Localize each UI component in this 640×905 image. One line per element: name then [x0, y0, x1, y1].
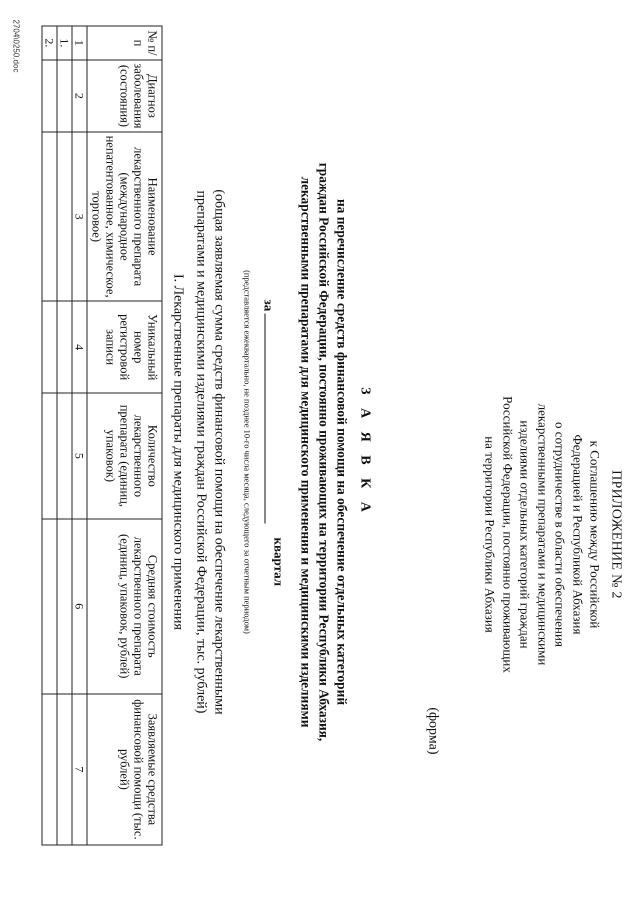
table-row: [42, 26, 57, 845]
form-label: (форма): [425, 707, 441, 755]
table-cell: [57, 132, 72, 301]
column-number: 5: [72, 393, 87, 519]
subject-line: граждан Российской Федерации, постоянно проживающих на территории Республики Абхазия,: [316, 162, 332, 742]
header-cell: № п/п: [87, 26, 162, 60]
quarter-label: квартал: [271, 537, 287, 587]
column-number: 7: [72, 694, 87, 845]
document-file-id: 2704\0250.doc: [11, 19, 21, 73]
table-cell: [42, 393, 57, 519]
rotated-page: [1, 0, 640, 905]
sum-line: препаратами и медицинскими изделиями граждан Российской Федерации, тыс. рублей): [193, 190, 209, 714]
table-cell: [42, 694, 57, 845]
column-number: 3: [72, 132, 87, 301]
za-label: за: [261, 299, 277, 312]
column-number: 2: [72, 60, 87, 132]
column-number: 4: [72, 301, 87, 393]
header-cell: Средняя стоимость лекарственного препарата (единиц, упаковок, рублей): [87, 519, 162, 694]
subject-line: лекарственными препаратами для медицинского применения и медицинскими изделиями: [298, 176, 314, 728]
table-cell: [42, 60, 57, 132]
column-number: 1: [72, 26, 87, 60]
submission-note: (представляется ежеквартально, не позднее 10-го числа месяца, следующего за отчетным периодом): [242, 270, 253, 634]
column-number: 6: [72, 519, 87, 694]
table-header-row: [87, 26, 162, 845]
table-cell: [57, 60, 72, 132]
table-cell: [57, 519, 72, 694]
table-cell: [57, 694, 72, 845]
appendix-line: Российской Федерации, постоянно проживающих: [500, 396, 516, 673]
header-cell: Количество лекарственного препарата (единиц, упаковок): [87, 393, 162, 519]
sum-line: (общая заявляемая сумма средств финансовой помощи на обеспечение лекарственными: [211, 189, 227, 715]
table-cell: [57, 301, 72, 393]
total-sum-caption: [192, 60, 228, 845]
appendix-line: изделиями отдельных категорий граждан: [518, 420, 533, 649]
period-blank: [265, 313, 277, 523]
appendix-title: ПРИЛОЖЕНИЕ № 2: [608, 470, 624, 599]
appendix-line: на территории Республики Абхазия: [483, 436, 498, 633]
appendix-line: Федерацией и Республикой Абхазия: [570, 434, 586, 635]
period-line: [261, 299, 287, 600]
table-cell: [42, 519, 57, 694]
request-subject: [297, 30, 351, 875]
document-title: З А Я В К А: [357, 387, 373, 517]
row-number: 1.: [57, 26, 72, 60]
table-cell: [42, 301, 57, 393]
appendix-line: к Соглашению между Российской: [588, 440, 603, 629]
table-cell: [57, 393, 72, 519]
appendix-line: лекарственными препаратами и медицинскими: [535, 403, 551, 666]
subject-line: на перечисление средств финансовой помощи на обеспечение отдельных категорий: [334, 198, 350, 706]
medicines-table: [42, 26, 163, 846]
row-number: 2.: [42, 26, 57, 60]
header-cell: Заявляемые средства финансовой помощи (тыс. рублей): [87, 694, 162, 845]
appendix-line: о сотрудничестве в области обеспечения: [553, 422, 568, 647]
table-cell: [42, 132, 57, 301]
header-cell: Наименование лекарственного препарата (международное непатентованное, химическое, торговое): [87, 132, 162, 301]
header-cell: Уникальный номер регистровой записи: [87, 301, 162, 393]
column-number-row: [72, 26, 87, 845]
section-heading: I. Лекарственные препараты для медицинского применения: [170, 274, 186, 630]
table-row: [57, 26, 72, 845]
appendix-block: [482, 315, 625, 755]
header-cell: Диагноз заболевания (состояния): [87, 60, 162, 132]
